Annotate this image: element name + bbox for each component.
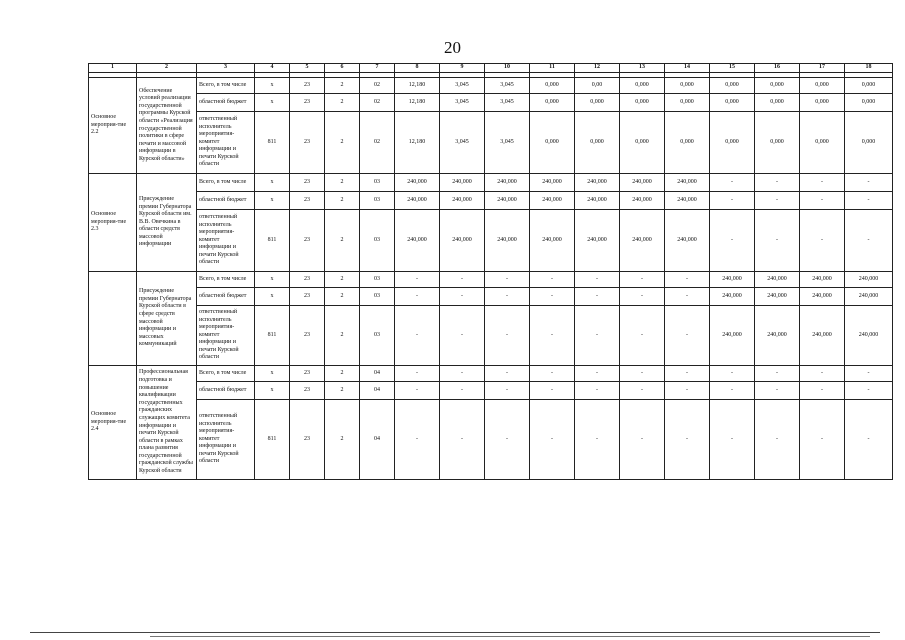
value-cell: 0,000 [620, 112, 665, 174]
value-cell: - [575, 366, 620, 382]
header-cell: 10 [485, 64, 530, 73]
value-cell: 240,000 [485, 210, 530, 272]
code-cell: 23 [290, 400, 325, 480]
code-cell: 23 [290, 366, 325, 382]
bottom-rule [150, 636, 870, 637]
value-cell: 240,000 [755, 306, 800, 366]
value-cell: 240,000 [620, 192, 665, 210]
value-cell: - [710, 382, 755, 400]
value-cell: - [665, 306, 710, 366]
value-cell: 0,000 [755, 78, 800, 94]
value-cell: 0,000 [710, 94, 755, 112]
value-cell: - [755, 192, 800, 210]
value-cell: - [755, 382, 800, 400]
value-cell: 3,045 [485, 78, 530, 94]
table-row [89, 366, 893, 382]
value-cell: 240,000 [665, 174, 710, 192]
value-cell: 0,000 [800, 112, 845, 174]
measure-name-cell: Обеспечение условий реализации государственной программы Курской области «Реализация государственной политики в сфере печати и массовой информации в Курской области» [137, 78, 197, 174]
value-cell: - [395, 366, 440, 382]
funding-source-cell: ответственный исполнитель мероприятия-комитет информации и печати Курской области [197, 306, 255, 366]
value-cell: 0,000 [800, 94, 845, 112]
code-cell: x [255, 272, 290, 288]
measure-name-cell: Присуждение премии Губернатора Курской области им. В.В. Овечкина в области средств массовой информации [137, 174, 197, 272]
value-cell: - [755, 174, 800, 192]
table-row [89, 192, 893, 210]
value-cell: 240,000 [575, 192, 620, 210]
code-cell: 2 [325, 366, 360, 382]
code-cell: 2 [325, 174, 360, 192]
value-cell: - [800, 174, 845, 192]
value-cell: - [620, 272, 665, 288]
code-cell: 03 [360, 288, 395, 306]
header-cell: 12 [575, 64, 620, 73]
code-cell: x [255, 192, 290, 210]
code-cell: 23 [290, 174, 325, 192]
value-cell: 240,000 [845, 272, 893, 288]
measure-code-cell: Основное мероприя-тие 2.2 [89, 78, 137, 174]
value-cell: 240,000 [530, 210, 575, 272]
value-cell: - [620, 306, 665, 366]
value-cell: - [845, 366, 893, 382]
value-cell: - [440, 400, 485, 480]
value-cell: - [440, 288, 485, 306]
value-cell: 240,000 [845, 288, 893, 306]
value-cell: - [710, 174, 755, 192]
value-cell: 240,000 [395, 192, 440, 210]
value-cell: - [710, 400, 755, 480]
value-cell: - [440, 272, 485, 288]
code-cell: 04 [360, 400, 395, 480]
value-cell: 240,000 [440, 174, 485, 192]
value-cell: 240,000 [665, 192, 710, 210]
value-cell: 0,000 [755, 112, 800, 174]
value-cell: 3,045 [440, 78, 485, 94]
code-cell: 23 [290, 78, 325, 94]
bottom-rule [30, 632, 880, 633]
value-cell: 0,000 [845, 112, 893, 174]
code-cell: 03 [360, 306, 395, 366]
header-cell: 1 [89, 64, 137, 73]
value-cell: 240,000 [530, 174, 575, 192]
code-cell: 04 [360, 382, 395, 400]
value-cell: 0,000 [575, 112, 620, 174]
value-cell: - [530, 272, 575, 288]
value-cell: - [665, 272, 710, 288]
value-cell: - [845, 210, 893, 272]
value-cell: 0,000 [530, 94, 575, 112]
value-cell: - [845, 382, 893, 400]
value-cell: 240,000 [395, 210, 440, 272]
code-cell: 2 [325, 192, 360, 210]
code-cell: 23 [290, 94, 325, 112]
header-cell: 3 [197, 64, 255, 73]
value-cell: 240,000 [755, 272, 800, 288]
value-cell: 0,000 [710, 112, 755, 174]
header-cell: 6 [325, 64, 360, 73]
value-cell: - [755, 210, 800, 272]
code-cell: x [255, 94, 290, 112]
header-row [89, 64, 893, 73]
value-cell: 240,000 [530, 192, 575, 210]
value-cell: - [800, 366, 845, 382]
code-cell: 03 [360, 192, 395, 210]
value-cell: - [395, 272, 440, 288]
code-cell: 03 [360, 272, 395, 288]
code-cell: 03 [360, 174, 395, 192]
measure-code-cell: Основное мероприя-тие 2.4 [89, 366, 137, 480]
value-cell: - [485, 400, 530, 480]
table-row [89, 210, 893, 272]
value-cell: - [530, 400, 575, 480]
code-cell: 02 [360, 78, 395, 94]
value-cell: - [485, 366, 530, 382]
value-cell: 0,000 [530, 112, 575, 174]
code-cell: x [255, 174, 290, 192]
code-cell: 23 [290, 192, 325, 210]
value-cell: - [620, 288, 665, 306]
value-cell: 0,000 [710, 78, 755, 94]
value-cell: - [800, 382, 845, 400]
header-cell: 2 [137, 64, 197, 73]
funding-source-cell: областной бюджет [197, 382, 255, 400]
page-number: 20 [444, 38, 461, 57]
funding-source-cell: ответственный исполнитель мероприятия-комитет информации и печати Курской области [197, 400, 255, 480]
value-cell: - [575, 306, 620, 366]
code-cell: 04 [360, 366, 395, 382]
value-cell: - [710, 366, 755, 382]
value-cell: 240,000 [575, 210, 620, 272]
code-cell: 23 [290, 306, 325, 366]
value-cell: - [620, 382, 665, 400]
value-cell: - [665, 288, 710, 306]
value-cell: - [530, 288, 575, 306]
code-cell: 02 [360, 94, 395, 112]
code-cell: 811 [255, 112, 290, 174]
value-cell: 240,000 [575, 174, 620, 192]
value-cell: - [620, 366, 665, 382]
value-cell: - [485, 306, 530, 366]
value-cell: - [845, 192, 893, 210]
funding-source-cell: областной бюджет [197, 94, 255, 112]
value-cell: - [395, 400, 440, 480]
value-cell: - [575, 400, 620, 480]
value-cell: 0,000 [755, 94, 800, 112]
code-cell: 2 [325, 400, 360, 480]
funding-source-cell: Всего, в том числе [197, 78, 255, 94]
code-cell: 23 [290, 272, 325, 288]
header-cell: 8 [395, 64, 440, 73]
table-row [89, 400, 893, 480]
funding-source-cell: областной бюджет [197, 288, 255, 306]
funding-source-cell: Всего, в том числе [197, 272, 255, 288]
value-cell: 240,000 [800, 288, 845, 306]
code-cell: x [255, 382, 290, 400]
code-cell: x [255, 288, 290, 306]
value-cell: - [755, 366, 800, 382]
code-cell: 2 [325, 288, 360, 306]
measure-code-cell [89, 272, 137, 366]
measure-code-cell: Основное мероприя-тие 2.3 [89, 174, 137, 272]
header-cell: 9 [440, 64, 485, 73]
value-cell: - [440, 306, 485, 366]
value-cell: 3,045 [440, 112, 485, 174]
value-cell: - [845, 400, 893, 480]
value-cell: 3,045 [485, 112, 530, 174]
value-cell: 240,000 [800, 306, 845, 366]
value-cell: - [665, 400, 710, 480]
header-cell: 11 [530, 64, 575, 73]
table-row [89, 78, 893, 94]
value-cell: 12,180 [395, 94, 440, 112]
code-cell: 23 [290, 288, 325, 306]
value-cell: 0,000 [620, 78, 665, 94]
value-cell: - [485, 382, 530, 400]
table-row [89, 382, 893, 400]
value-cell: - [440, 366, 485, 382]
value-cell: - [530, 366, 575, 382]
code-cell: 23 [290, 210, 325, 272]
value-cell: 240,000 [485, 174, 530, 192]
value-cell: 240,000 [440, 192, 485, 210]
value-cell: 240,000 [620, 174, 665, 192]
value-cell: - [710, 192, 755, 210]
value-cell: 3,045 [485, 94, 530, 112]
code-cell: 2 [325, 382, 360, 400]
code-cell: 2 [325, 306, 360, 366]
value-cell: 12,180 [395, 78, 440, 94]
value-cell: 0,000 [575, 94, 620, 112]
code-cell: 03 [360, 210, 395, 272]
funding-source-cell: Всего, в том числе [197, 366, 255, 382]
table-row [89, 112, 893, 174]
header-cell: 7 [360, 64, 395, 73]
value-cell: - [800, 192, 845, 210]
value-cell: 240,000 [710, 272, 755, 288]
table-row [89, 174, 893, 192]
table-row [89, 94, 893, 112]
measure-name-cell: Профессиональная подготовка и повышение квалификации государственных гражданских служащих комитета информации и печати Курской области в рамках плана развития государственной гражданской службы Курской области [137, 366, 197, 480]
funding-source-cell: Всего, в том числе [197, 174, 255, 192]
value-cell: - [755, 400, 800, 480]
value-cell: 0,000 [665, 94, 710, 112]
code-cell: x [255, 78, 290, 94]
code-cell: 811 [255, 400, 290, 480]
measure-name-cell: Присуждение премии Губернатора Курской области в сфере средств массовой информации и массовых коммуникаций [137, 272, 197, 366]
value-cell: 0,00 [575, 78, 620, 94]
value-cell: - [395, 382, 440, 400]
code-cell: 2 [325, 272, 360, 288]
value-cell: - [665, 366, 710, 382]
value-cell: - [665, 382, 710, 400]
value-cell: 240,000 [755, 288, 800, 306]
value-cell: - [440, 382, 485, 400]
header-cell: 5 [290, 64, 325, 73]
value-cell: 0,000 [800, 78, 845, 94]
value-cell: 12,180 [395, 112, 440, 174]
value-cell: - [800, 210, 845, 272]
value-cell: 0,000 [665, 112, 710, 174]
code-cell: 811 [255, 210, 290, 272]
code-cell: 02 [360, 112, 395, 174]
value-cell: 0,000 [845, 78, 893, 94]
header-cell: 17 [800, 64, 845, 73]
value-cell: 3,045 [440, 94, 485, 112]
value-cell: 240,000 [485, 192, 530, 210]
header-cell: 13 [620, 64, 665, 73]
value-cell: - [800, 400, 845, 480]
funding-source-cell: ответственный исполнитель мероприятия-комитет информации и печати Курской области [197, 112, 255, 174]
code-cell: 23 [290, 382, 325, 400]
value-cell: - [710, 210, 755, 272]
funding-source-cell: областной бюджет [197, 192, 255, 210]
value-cell: 240,000 [845, 306, 893, 366]
value-cell: 0,000 [665, 78, 710, 94]
header-cell: 4 [255, 64, 290, 73]
value-cell: 240,000 [440, 210, 485, 272]
value-cell: - [395, 288, 440, 306]
code-cell: 2 [325, 112, 360, 174]
value-cell: 240,000 [620, 210, 665, 272]
value-cell: - [530, 306, 575, 366]
code-cell: 2 [325, 210, 360, 272]
table-row [89, 306, 893, 366]
value-cell: - [530, 382, 575, 400]
value-cell: - [485, 272, 530, 288]
header-cell: 15 [710, 64, 755, 73]
table-row [89, 272, 893, 288]
value-cell: - [845, 174, 893, 192]
code-cell: 23 [290, 112, 325, 174]
value-cell: 240,000 [710, 288, 755, 306]
table-body [89, 78, 893, 480]
value-cell: 0,000 [530, 78, 575, 94]
value-cell: - [485, 288, 530, 306]
value-cell: - [395, 306, 440, 366]
value-cell: 240,000 [800, 272, 845, 288]
funding-source-cell: ответственный исполнитель мероприятия-комитет информации и печати Курской области [197, 210, 255, 272]
code-cell: x [255, 366, 290, 382]
header-cell: 18 [845, 64, 893, 73]
value-cell: - [575, 382, 620, 400]
value-cell: - [575, 288, 620, 306]
code-cell: 811 [255, 306, 290, 366]
value-cell: - [620, 400, 665, 480]
value-cell: 240,000 [710, 306, 755, 366]
value-cell: 0,000 [845, 94, 893, 112]
header-cell: 16 [755, 64, 800, 73]
value-cell: 240,000 [665, 210, 710, 272]
value-cell: - [575, 272, 620, 288]
code-cell: 2 [325, 78, 360, 94]
code-cell: 2 [325, 94, 360, 112]
table-row [89, 288, 893, 306]
value-cell: 0,000 [620, 94, 665, 112]
value-cell: 240,000 [395, 174, 440, 192]
header-cell: 14 [665, 64, 710, 73]
budget-table [88, 63, 893, 480]
